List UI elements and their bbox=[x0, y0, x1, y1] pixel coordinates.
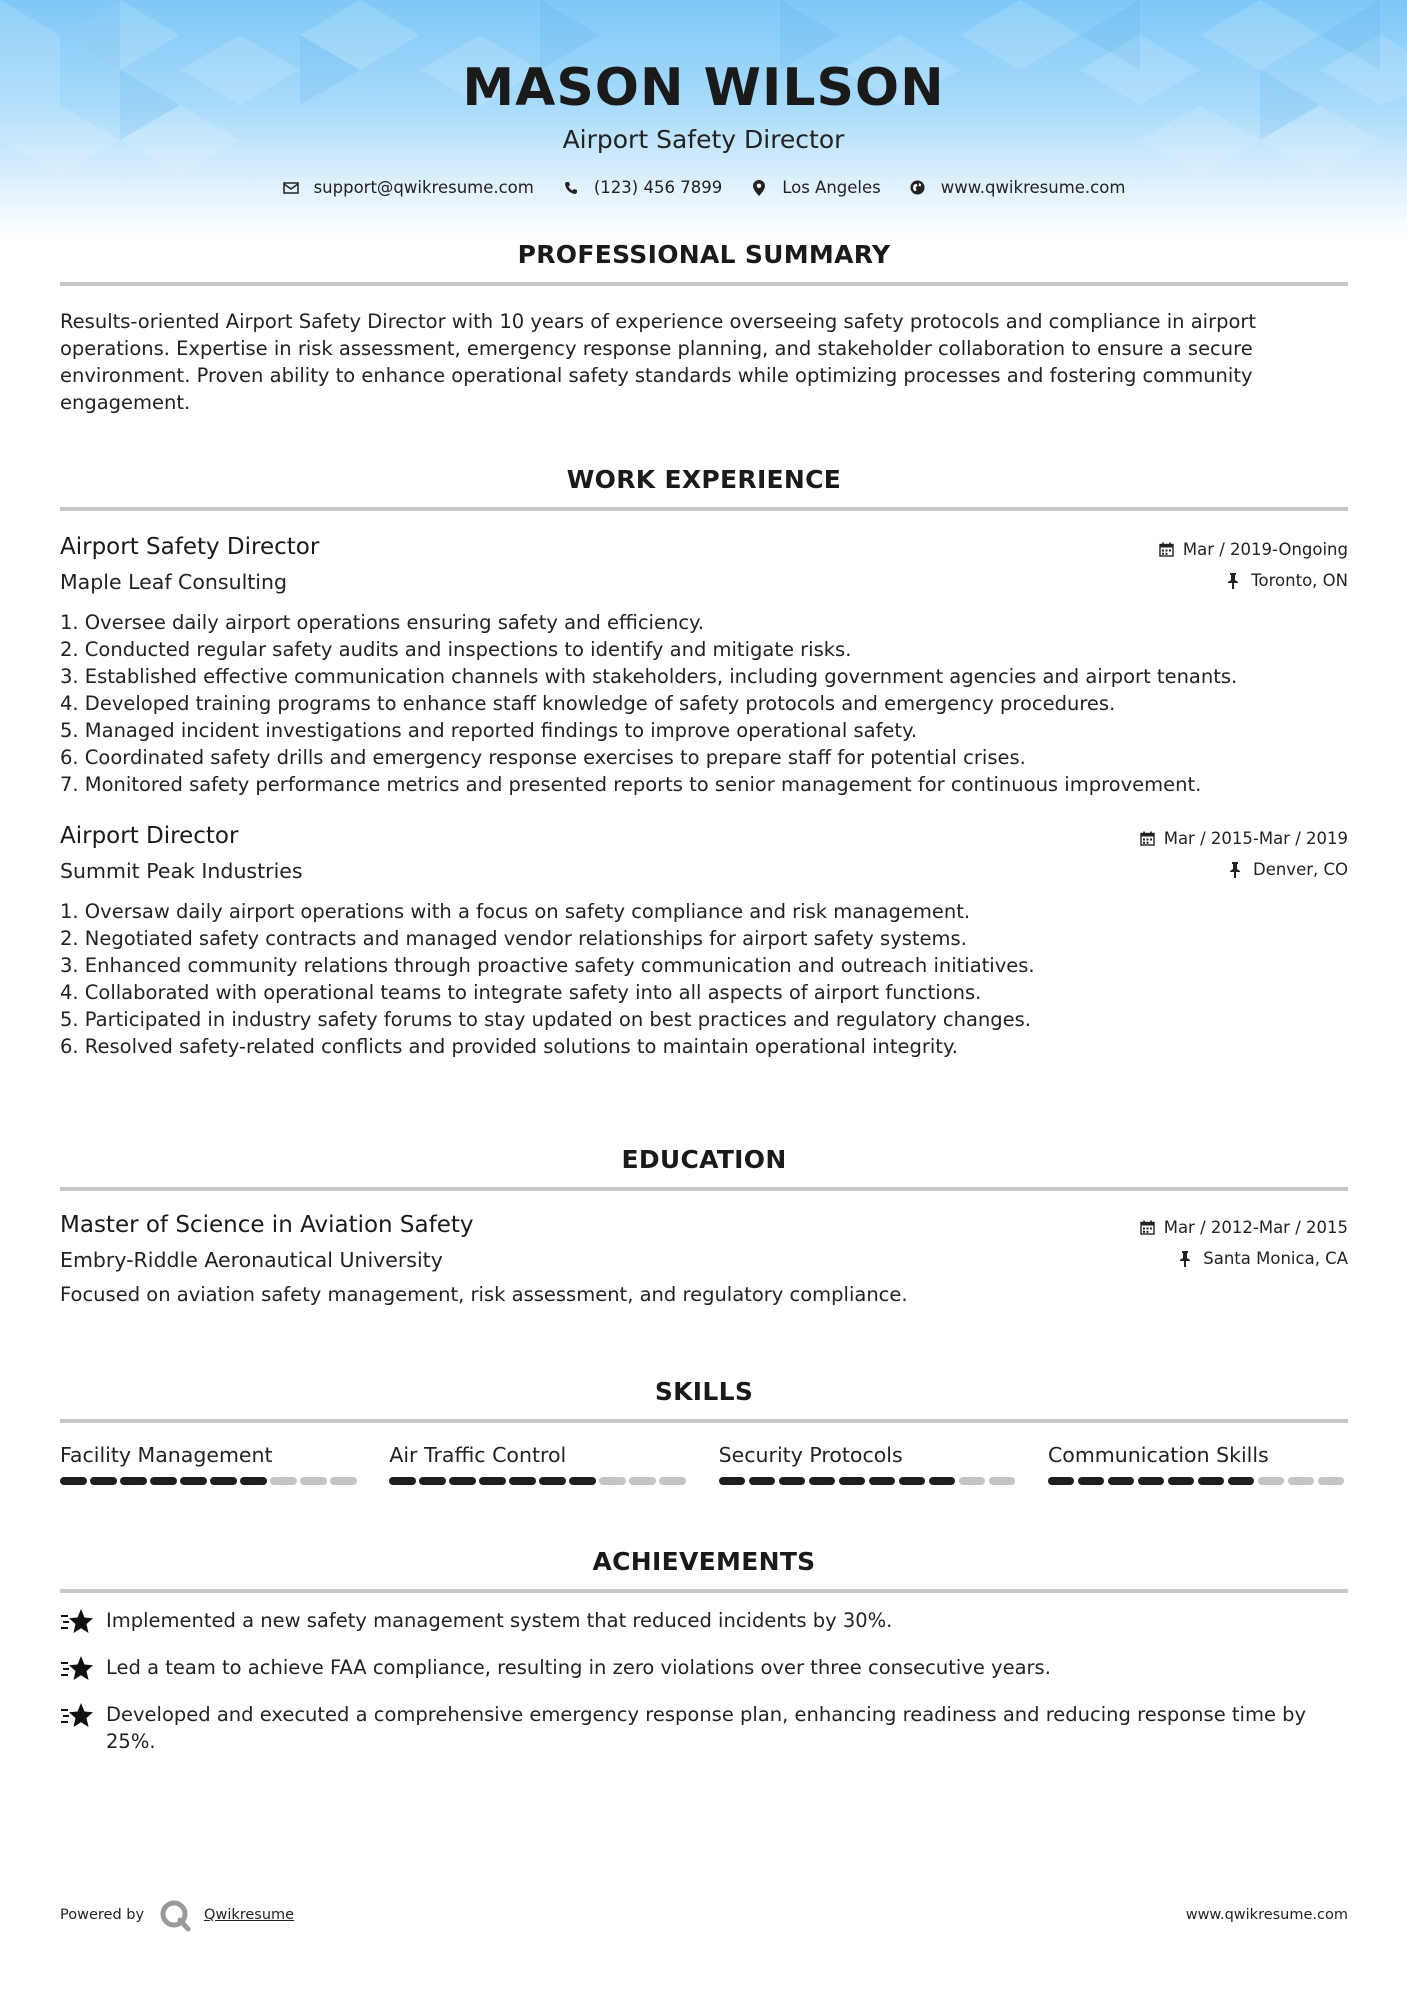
education-heading: EDUCATION bbox=[621, 1145, 787, 1174]
list-item: 6. Coordinated safety drills and emergency response exercises to prepare staff for potential crises. bbox=[60, 746, 1026, 769]
job-company: Maple Leaf Consulting bbox=[60, 570, 288, 594]
contact-email[interactable] bbox=[282, 178, 534, 197]
list-item: 4. Developed training programs to enhance staff knowledge of safety protocols and emergency procedures. bbox=[60, 692, 1116, 715]
pushpin-icon bbox=[1179, 1251, 1195, 1267]
skill-rating bbox=[719, 1477, 1019, 1485]
achievement-text: Implemented a new safety management system that reduced incidents by 30%. bbox=[106, 1609, 893, 1632]
education-section bbox=[60, 1143, 1348, 1308]
skill-item bbox=[719, 1441, 1019, 1485]
list-item: 4. Collaborated with operational teams to integrate safety into all aspects of airport functions. bbox=[60, 981, 982, 1004]
list-item: 1. Oversaw daily airport operations with a focus on safety compliance and risk management. bbox=[60, 900, 971, 923]
skill-segment bbox=[1048, 1477, 1075, 1485]
skill-segment bbox=[180, 1477, 207, 1485]
list-item: 2. Conducted regular safety audits and inspections to identify and mitigate risks. bbox=[60, 638, 852, 661]
skill-segment bbox=[1318, 1477, 1345, 1485]
skill-segment bbox=[629, 1477, 656, 1485]
experience-section bbox=[60, 463, 1348, 1060]
job-location: Denver, CO bbox=[1252, 860, 1348, 879]
powered-by bbox=[60, 1898, 294, 1932]
skills-heading: SKILLS bbox=[654, 1377, 754, 1406]
skill-name: Air Traffic Control bbox=[389, 1443, 567, 1467]
contact-phone-text: (123) 456 7899 bbox=[593, 178, 723, 197]
skill-item bbox=[389, 1441, 689, 1485]
achievement-item bbox=[60, 1607, 1348, 1637]
achievement-text: Developed and executed a comprehensive emergency response plan, enhancing readiness and reducing response time by 25%. bbox=[106, 1703, 1307, 1753]
contact-location bbox=[750, 178, 881, 197]
skill-name: Communication Skills bbox=[1047, 1443, 1269, 1467]
skill-segment bbox=[330, 1477, 357, 1485]
education-dates: Mar / 2012-Mar / 2015 bbox=[1163, 1218, 1348, 1237]
school-name: Embry-Riddle Aeronautical University bbox=[60, 1248, 443, 1272]
list-item: 1. Oversee daily airport operations ensuring safety and efficiency. bbox=[60, 611, 705, 634]
skill-segment bbox=[509, 1477, 536, 1485]
contact-phone[interactable] bbox=[562, 178, 722, 197]
section-divider bbox=[60, 282, 1348, 286]
list-item: 6. Resolved safety-related conflicts and provided solutions to maintain operational integrity. bbox=[60, 1035, 958, 1058]
candidate-title: Airport Safety Director bbox=[562, 125, 845, 154]
section-divider bbox=[60, 507, 1348, 511]
phone-icon bbox=[562, 179, 580, 197]
list-item: 2. Negotiated safety contracts and managed vendor relationships for airport safety systems. bbox=[60, 927, 967, 950]
job-entry bbox=[60, 531, 1348, 798]
skill-segment bbox=[569, 1477, 596, 1485]
job-duties bbox=[60, 609, 1348, 798]
skill-segment bbox=[270, 1477, 297, 1485]
skill-segment bbox=[240, 1477, 267, 1485]
pushpin-icon bbox=[1227, 573, 1243, 589]
skill-segment bbox=[1228, 1477, 1255, 1485]
summary-heading: PROFESSIONAL SUMMARY bbox=[517, 240, 891, 269]
skill-segment bbox=[599, 1477, 626, 1485]
skill-segment bbox=[1078, 1477, 1105, 1485]
job-duties bbox=[60, 898, 1348, 1060]
achievements-section bbox=[60, 1545, 1348, 1755]
skill-segment bbox=[959, 1477, 986, 1485]
skill-segment bbox=[60, 1477, 87, 1485]
contact-location-text: Los Angeles bbox=[782, 178, 881, 197]
skill-name: Security Protocols bbox=[718, 1443, 903, 1467]
star-icon bbox=[60, 1701, 94, 1731]
skill-segment bbox=[1138, 1477, 1165, 1485]
skill-rating bbox=[389, 1477, 689, 1485]
skill-segment bbox=[539, 1477, 566, 1485]
pushpin-icon bbox=[1229, 862, 1245, 878]
skill-segment bbox=[839, 1477, 866, 1485]
skill-segment bbox=[300, 1477, 327, 1485]
footer bbox=[60, 1898, 1348, 1932]
job-role: Airport Safety Director bbox=[60, 534, 320, 560]
education-description: Focused on aviation safety management, risk assessment, and regulatory compliance. bbox=[60, 1283, 908, 1306]
job-company: Summit Peak Industries bbox=[60, 859, 303, 883]
skill-segment bbox=[869, 1477, 896, 1485]
list-item: 5. Participated in industry safety forums to stay updated on best practices and regulatory changes. bbox=[60, 1008, 1031, 1031]
education-entry bbox=[60, 1209, 1348, 1308]
candidate-name: MASON WILSON bbox=[462, 58, 945, 118]
skill-segment bbox=[659, 1477, 686, 1485]
job-dates: Mar / 2019-Ongoing bbox=[1182, 540, 1348, 559]
list-item: 5. Managed incident investigations and reported findings to improve operational safety. bbox=[60, 719, 918, 742]
education-location: Santa Monica, CA bbox=[1203, 1249, 1348, 1268]
star-icon bbox=[60, 1654, 94, 1684]
skill-segment bbox=[479, 1477, 506, 1485]
section-divider bbox=[60, 1419, 1348, 1423]
achievement-item bbox=[60, 1701, 1348, 1755]
contact-bar bbox=[0, 178, 1407, 197]
skill-name: Facility Management bbox=[60, 1443, 273, 1467]
contact-website-text: www.qwikresume.com bbox=[940, 178, 1126, 197]
skill-segment bbox=[1168, 1477, 1195, 1485]
skill-rating bbox=[1048, 1477, 1348, 1485]
calendar-icon bbox=[1140, 831, 1156, 847]
skill-segment bbox=[809, 1477, 836, 1485]
skill-segment bbox=[210, 1477, 237, 1485]
section-divider bbox=[60, 1187, 1348, 1191]
skill-segment bbox=[899, 1477, 926, 1485]
calendar-icon bbox=[1159, 542, 1175, 558]
skill-segment bbox=[90, 1477, 117, 1485]
skill-rating bbox=[60, 1477, 360, 1485]
summary-section bbox=[60, 238, 1348, 416]
skill-segment bbox=[929, 1477, 956, 1485]
contact-website[interactable] bbox=[909, 178, 1126, 197]
skill-segment bbox=[1288, 1477, 1315, 1485]
skill-segment bbox=[389, 1477, 416, 1485]
achievements-heading: ACHIEVEMENTS bbox=[592, 1547, 816, 1576]
list-item: 7. Monitored safety performance metrics and presented reports to senior management for continuous improvement. bbox=[60, 773, 1202, 796]
calendar-icon bbox=[1140, 1220, 1156, 1236]
skill-segment bbox=[749, 1477, 776, 1485]
map-pin-icon bbox=[750, 179, 768, 197]
skills-list bbox=[60, 1441, 1348, 1485]
skill-segment bbox=[120, 1477, 147, 1485]
powered-by-label: Powered by bbox=[60, 1907, 145, 1923]
skill-item bbox=[1048, 1441, 1348, 1485]
list-item: 3. Established effective communication channels with stakeholders, including government agencies and airport tenants. bbox=[60, 665, 1238, 688]
skill-segment bbox=[1108, 1477, 1135, 1485]
resume-header bbox=[0, 56, 1407, 197]
list-item: 3. Enhanced community relations through proactive safety communication and outreach initiatives. bbox=[60, 954, 1035, 977]
star-icon bbox=[60, 1607, 94, 1637]
skill-segment bbox=[779, 1477, 806, 1485]
skill-segment bbox=[719, 1477, 746, 1485]
achievement-text: Led a team to achieve FAA compliance, resulting in zero violations over three consecutive years. bbox=[106, 1656, 1051, 1679]
skills-section bbox=[60, 1375, 1348, 1485]
footer-website[interactable]: www.qwikresume.com bbox=[1185, 1907, 1348, 1923]
job-dates: Mar / 2015-Mar / 2019 bbox=[1163, 829, 1348, 848]
job-entry bbox=[60, 820, 1348, 1060]
skill-segment bbox=[419, 1477, 446, 1485]
contact-email-text: support@qwikresume.com bbox=[313, 178, 534, 197]
job-role: Airport Director bbox=[60, 823, 239, 849]
experience-heading: WORK EXPERIENCE bbox=[566, 465, 842, 494]
skill-item bbox=[60, 1441, 360, 1485]
globe-icon bbox=[909, 179, 927, 197]
skill-segment bbox=[989, 1477, 1016, 1485]
skill-segment bbox=[150, 1477, 177, 1485]
skill-segment bbox=[1258, 1477, 1285, 1485]
qwikresume-logo-icon bbox=[158, 1898, 192, 1932]
achievement-item bbox=[60, 1654, 1348, 1684]
degree-name: Master of Science in Aviation Safety bbox=[60, 1212, 474, 1238]
skill-segment bbox=[449, 1477, 476, 1485]
brand-link[interactable]: Qwikresume bbox=[204, 1907, 295, 1923]
summary-text: Results-oriented Airport Safety Director with 10 years of experience overseeing safety protocols and compliance in airport operations. Expertise in risk assessment, emergency response planning, and stakeholder collaboration to ensure a secure environment. Proven ability to enhance operational safety standards while optimizing processes and fostering community engagement. bbox=[60, 310, 1257, 414]
envelope-icon bbox=[282, 179, 300, 197]
section-divider bbox=[60, 1589, 1348, 1593]
skill-segment bbox=[1198, 1477, 1225, 1485]
job-location: Toronto, ON bbox=[1251, 571, 1348, 590]
